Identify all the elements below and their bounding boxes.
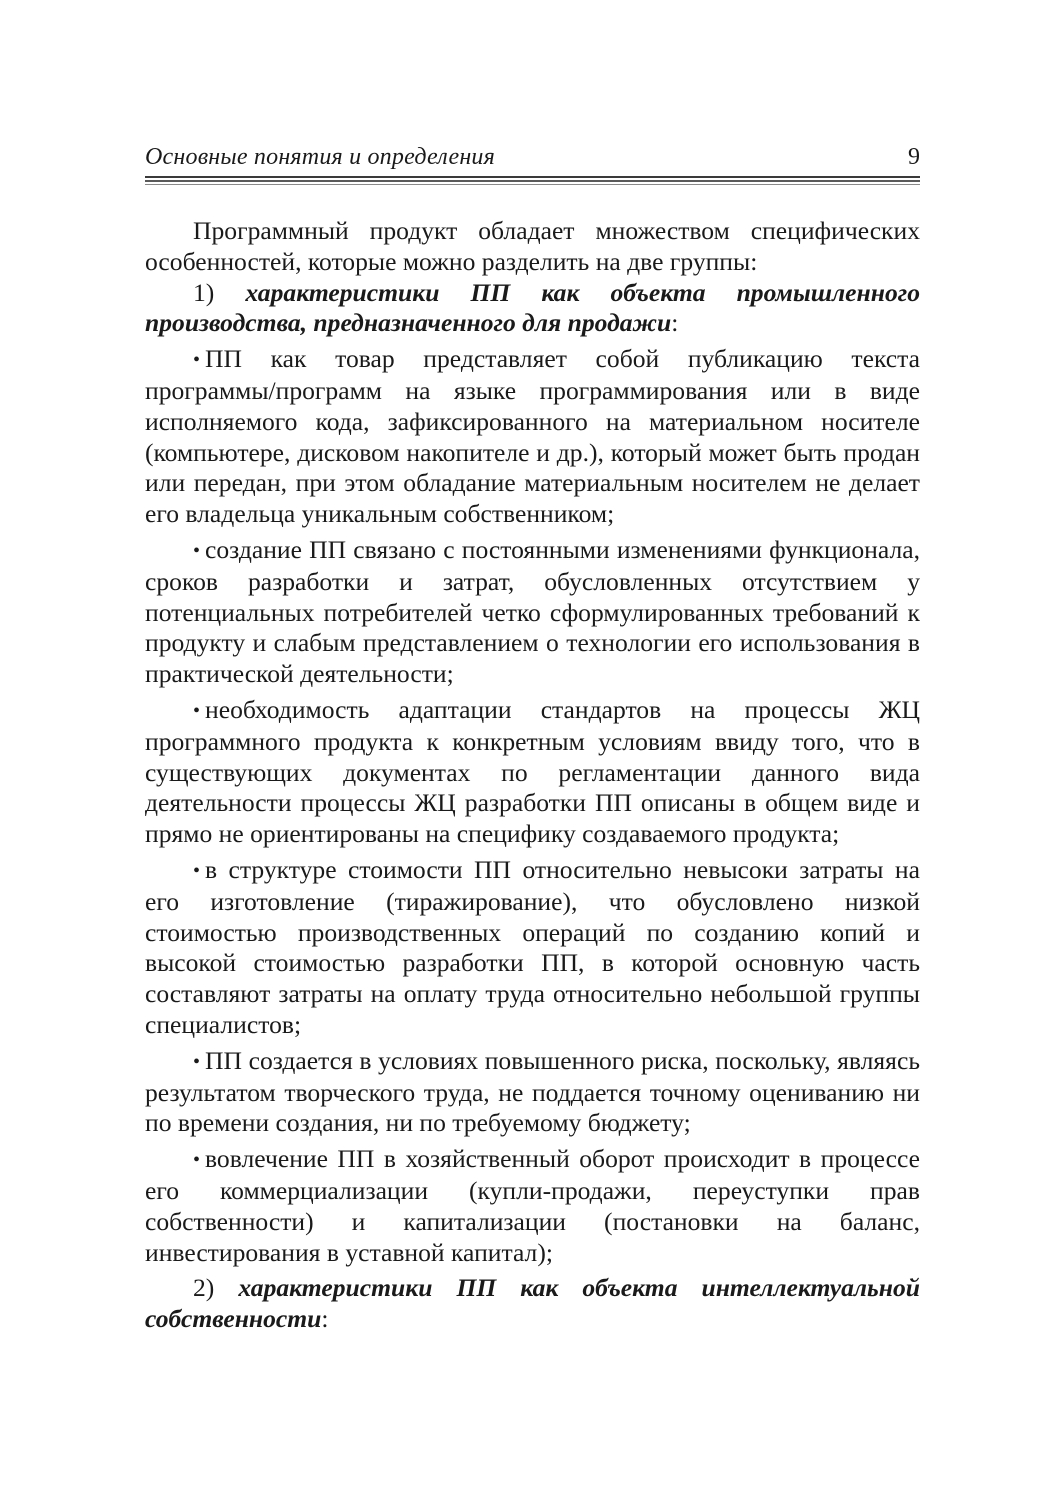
group-2-suffix: : [321,1304,329,1334]
page-number: 9 [908,144,920,170]
bullet-text: ПП как товар представляет собой публикацию текста программы/программ на языке программирования или в виде исполняемого кода, зафиксированного на материальном носителе (компьютере, дисковом накопителе и др.), который может быть продан или передан, при этом обладание материальным носителем не делает его владельца уникальным собственником; [145,344,920,529]
bullet-text: в структуре стоимости ПП относительно невысоки затраты на его изготовление (тиражирование), что обусловлено низкой стоимостью производственных операций по созданию копий и высокой стоимостью разработки ПП, в которой основную часть составляют затраты на оплату труда относительно небольшой группы специалистов; [145,854,920,1039]
bullet-item [145,344,920,530]
bullet-item [145,535,920,690]
bullet-icon: • [193,699,201,722]
bullet-item [145,1046,920,1139]
bullet-icon: • [193,1050,201,1073]
group-1-suffix: : [671,308,679,338]
bullet-text: ПП создается в условиях повышенного риска, поскольку, являясь результатом творческого труда, не поддается точному оцениванию ни по времени создания, ни по требуемому бюджету; [145,1045,920,1138]
group-2-number: 2) [193,1273,215,1303]
running-title: Основные понятия и определения [145,144,495,170]
group-2-heading [145,1273,920,1335]
group-2-title: характеристики ПП как объекта интеллектуальной собственности [145,1273,920,1334]
group-1-heading [145,278,920,340]
bullet-text: создание ПП связано с постоянными изменениями функционала, сроков разработки и затрат, обусловленных отсутствием у потенциальных потребителей четко сформулированных требований к продукту и слабым представлением о технологии его использования в практической деятельности; [145,534,920,689]
bullet-text: вовлечение ПП в хозяйственный оборот происходит в процессе его коммерциализации (купли-продажи, переуступки прав собственности) и капитализации (постановки на баланс, инвестирования в уставной капитал); [145,1144,920,1267]
group-1-title: характеристики ПП как объекта промышленного производства, предназначенного для продажи [145,277,920,338]
group-1-number: 1) [193,277,215,307]
intro-paragraph: Программный продукт обладает множеством специфических особенностей, которые можно разделить на две группы: [145,216,920,276]
bullet-item [145,855,920,1041]
bullet-item [145,695,920,850]
bullet-icon: • [193,859,201,882]
bullet-text: необходимость адаптации стандартов на процессы ЖЦ программного продукта к конкретным условиям ввиду того, что в существующих документах по регламентации данного вида деятельности процессы ЖЦ разработки ПП описаны в общем виде и прямо не ориентированы на специфику создаваемого продукта; [145,694,920,849]
bullet-icon: • [193,539,201,562]
bullet-icon: • [193,1149,201,1172]
bullet-icon: • [193,349,201,372]
header-rule [145,176,920,186]
body-text [145,216,920,1335]
bullet-item [145,1144,920,1268]
running-header [145,140,920,174]
